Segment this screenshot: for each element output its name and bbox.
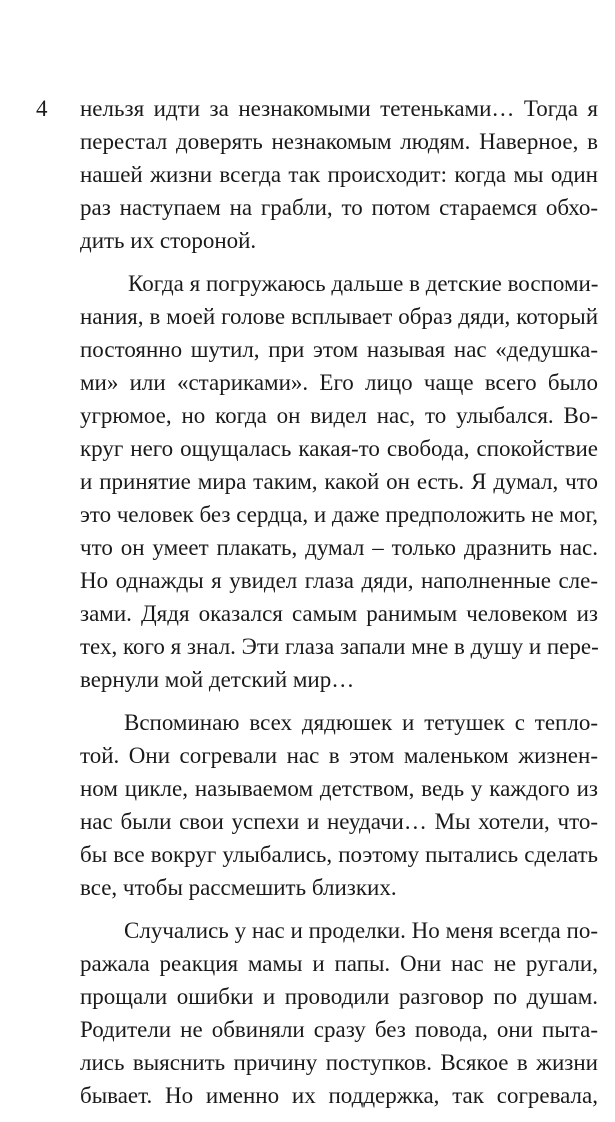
paragraph (80, 914, 598, 1112)
text-line: все, чтобы рассмешить близких. (80, 875, 397, 900)
text-line: нашей жизни всегда так происходит: когда мы один (80, 162, 598, 187)
page-number: 4 (36, 96, 48, 121)
text-line: это человек без сердца, и даже предположить не мог, (80, 502, 599, 527)
text-line: ми» или «стариками». Его лицо чаще всего было (80, 370, 598, 395)
text-line: ном цикле, называемом детством, ведь у каждого из (80, 776, 598, 801)
paragraph (80, 706, 598, 904)
text-line: бы все вокруг улыбались, поэтому пытались сделать (80, 842, 598, 867)
text-line: что он умеет плакать, думал – только дразнить нас. (80, 535, 598, 560)
text-line: Родители не обвиняли сразу без повода, они пыта- (80, 1017, 598, 1042)
text-line: той. Они согревали нас в этом маленьком жизнен- (80, 743, 598, 768)
text-line: ражала реакция мамы и папы. Они нас не ругали, (80, 951, 598, 976)
text-line: бывает. Но именно их поддержка, так согревала, (80, 1083, 598, 1108)
text-line: нельзя идти за незнакомыми тетеньками… Тогда я (80, 96, 598, 121)
text-line: нания, в моей голове всплывает образ дяди, который (80, 304, 598, 329)
text-line: и принятие мира таким, какой он есть. Я думал, что (80, 469, 598, 494)
paragraph (80, 92, 598, 257)
text-line: лись выяснить причину поступков. Всякое в жизни (80, 1050, 598, 1075)
text-line: дить их стороной. (80, 228, 257, 253)
text-line: раз наступаем на грабли, то потом стараемся обхо- (80, 195, 598, 220)
text-line: Но однажды я увидел глаза дяди, наполненные сле- (80, 568, 598, 593)
text-line: постоянно шутил, при этом называя нас «дедушка- (80, 337, 598, 362)
text-line: угрюмое, но когда он видел нас, то улыбался. Во- (80, 403, 598, 428)
text-line: Случались у нас и проделки. Но меня всегда по- (124, 918, 598, 943)
body-text (80, 92, 598, 1122)
text-line: прощали ошибки и проводили разговор по душам. (80, 984, 598, 1009)
text-line: перестал доверять незнакомым людям. Наверное, в (80, 129, 598, 154)
text-line: Вспоминаю всех дядюшек и тетушек с тепло- (124, 710, 598, 735)
text-line: тех, кого я знал. Эти глаза запали мне в душу и пере- (80, 634, 599, 659)
text-line: Когда я погружаюсь дальше в детские воспоми- (128, 271, 599, 296)
text-line: круг него ощущалась какая-то свобода, спокойствие (80, 436, 598, 461)
text-line: нас были свои успехи и неудачи… Мы хотели, что- (80, 809, 598, 834)
text-line: зами. Дядя оказался самым ранимым человеком из (80, 601, 598, 626)
text-line: вернули мой детский мир… (80, 667, 355, 692)
paragraph (80, 267, 598, 696)
